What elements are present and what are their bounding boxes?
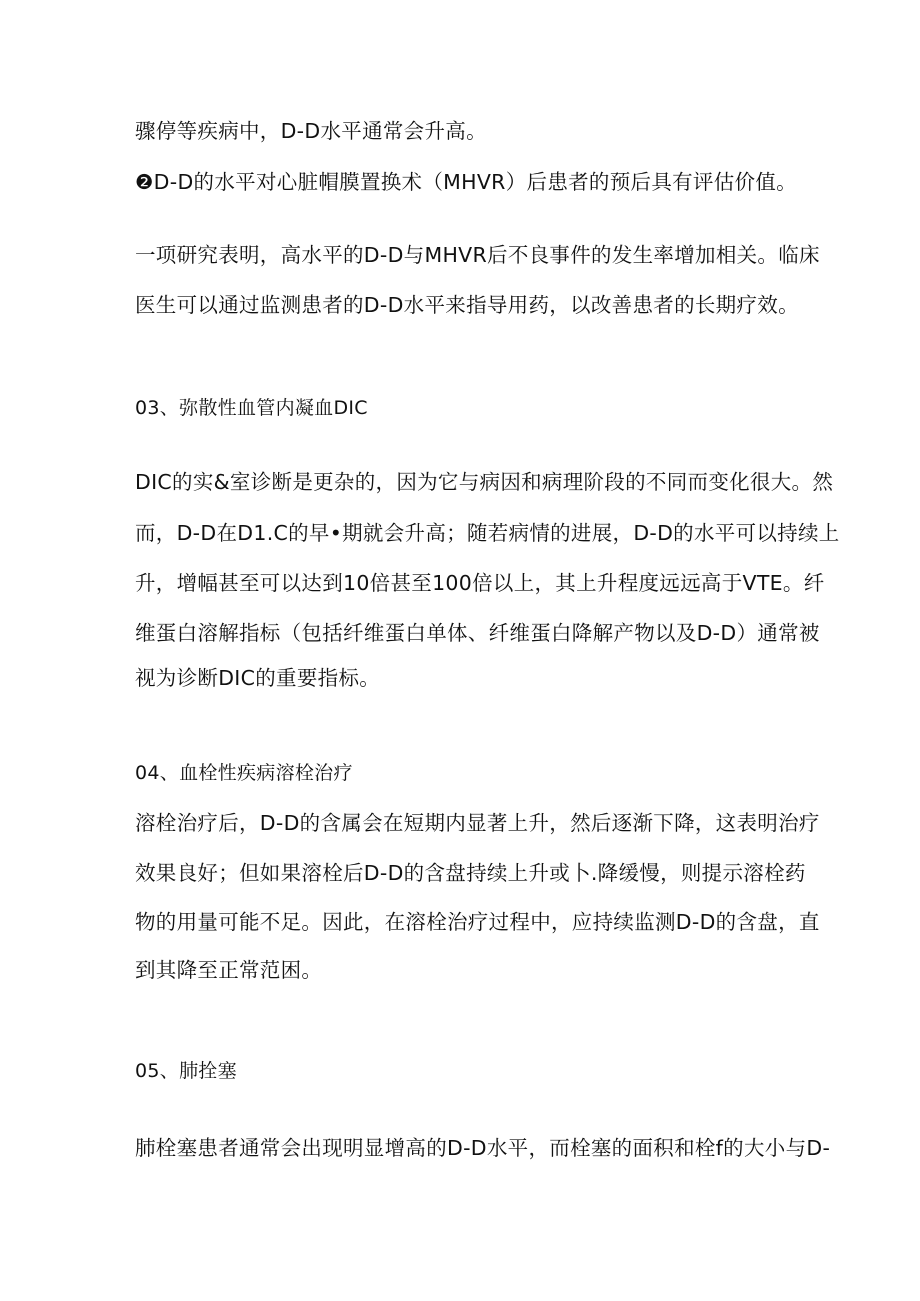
section-04-line-3: 物的用量可能不足。因此，在溶栓治疗过程中，应持续监测D-D的含盘，直 <box>135 910 820 934</box>
section-04-line-2: 效果良好；但如果溶栓后D-D的含盘持续上升或卜.降缓慢，则提示溶栓药 <box>135 861 806 885</box>
intro-line-1: 骤停等疾病中，D-D水平通常会升高。 <box>135 119 487 143</box>
intro-line-2: ❷D-D的水平对心脏帽膜置换术（MHVR）后患者的预后具有评估价值。 <box>135 170 797 194</box>
section-04-heading: 04、血栓性疾病溶栓治疗 <box>135 762 353 784</box>
section-04-line-1: 溶栓治疗后，D-D的含属会在短期内显著上升，然后逐渐下降，这表明治疗 <box>135 811 820 835</box>
section-03-line-1: DIC的实&室诊断是更杂的，因为它与病因和病理阶段的不同而变化很大。然 <box>135 470 834 494</box>
section-03-line-2: 而，D-D在D1.C的早•期就会升高；随若病情的进展，D-D的水平可以持续上 <box>135 521 840 545</box>
section-03-line-3: 升，增幅甚至可以达到10倍甚至100倍以上，其上升程度远远高于VTE。纤 <box>135 571 825 595</box>
research-line-1: 一项研究表明，高水平的D-D与MHVR后不良事件的发生率增加相关。临床 <box>135 243 820 267</box>
research-line-2: 医生可以通过监测患者的D-D水平来指导用药，以改善患者的长期疗效。 <box>135 293 799 317</box>
section-03-line-5: 视为诊断DIC的重要指标。 <box>135 666 381 690</box>
section-03-heading: 03、弥散性血管内凝血DIC <box>135 397 368 419</box>
section-04-line-4: 到其降至正常范困。 <box>135 958 323 982</box>
section-05-line-1: 肺栓塞患者通常会出现明显增高的D-D水平，而栓塞的面积和栓f的大小与D- <box>135 1136 831 1160</box>
section-03-line-4: 维蛋白溶解指标（包括纤维蛋白单体、纤维蛋白降解产物以及D-D）通常被 <box>135 621 820 645</box>
section-05-heading: 05、肺拴塞 <box>135 1060 237 1082</box>
